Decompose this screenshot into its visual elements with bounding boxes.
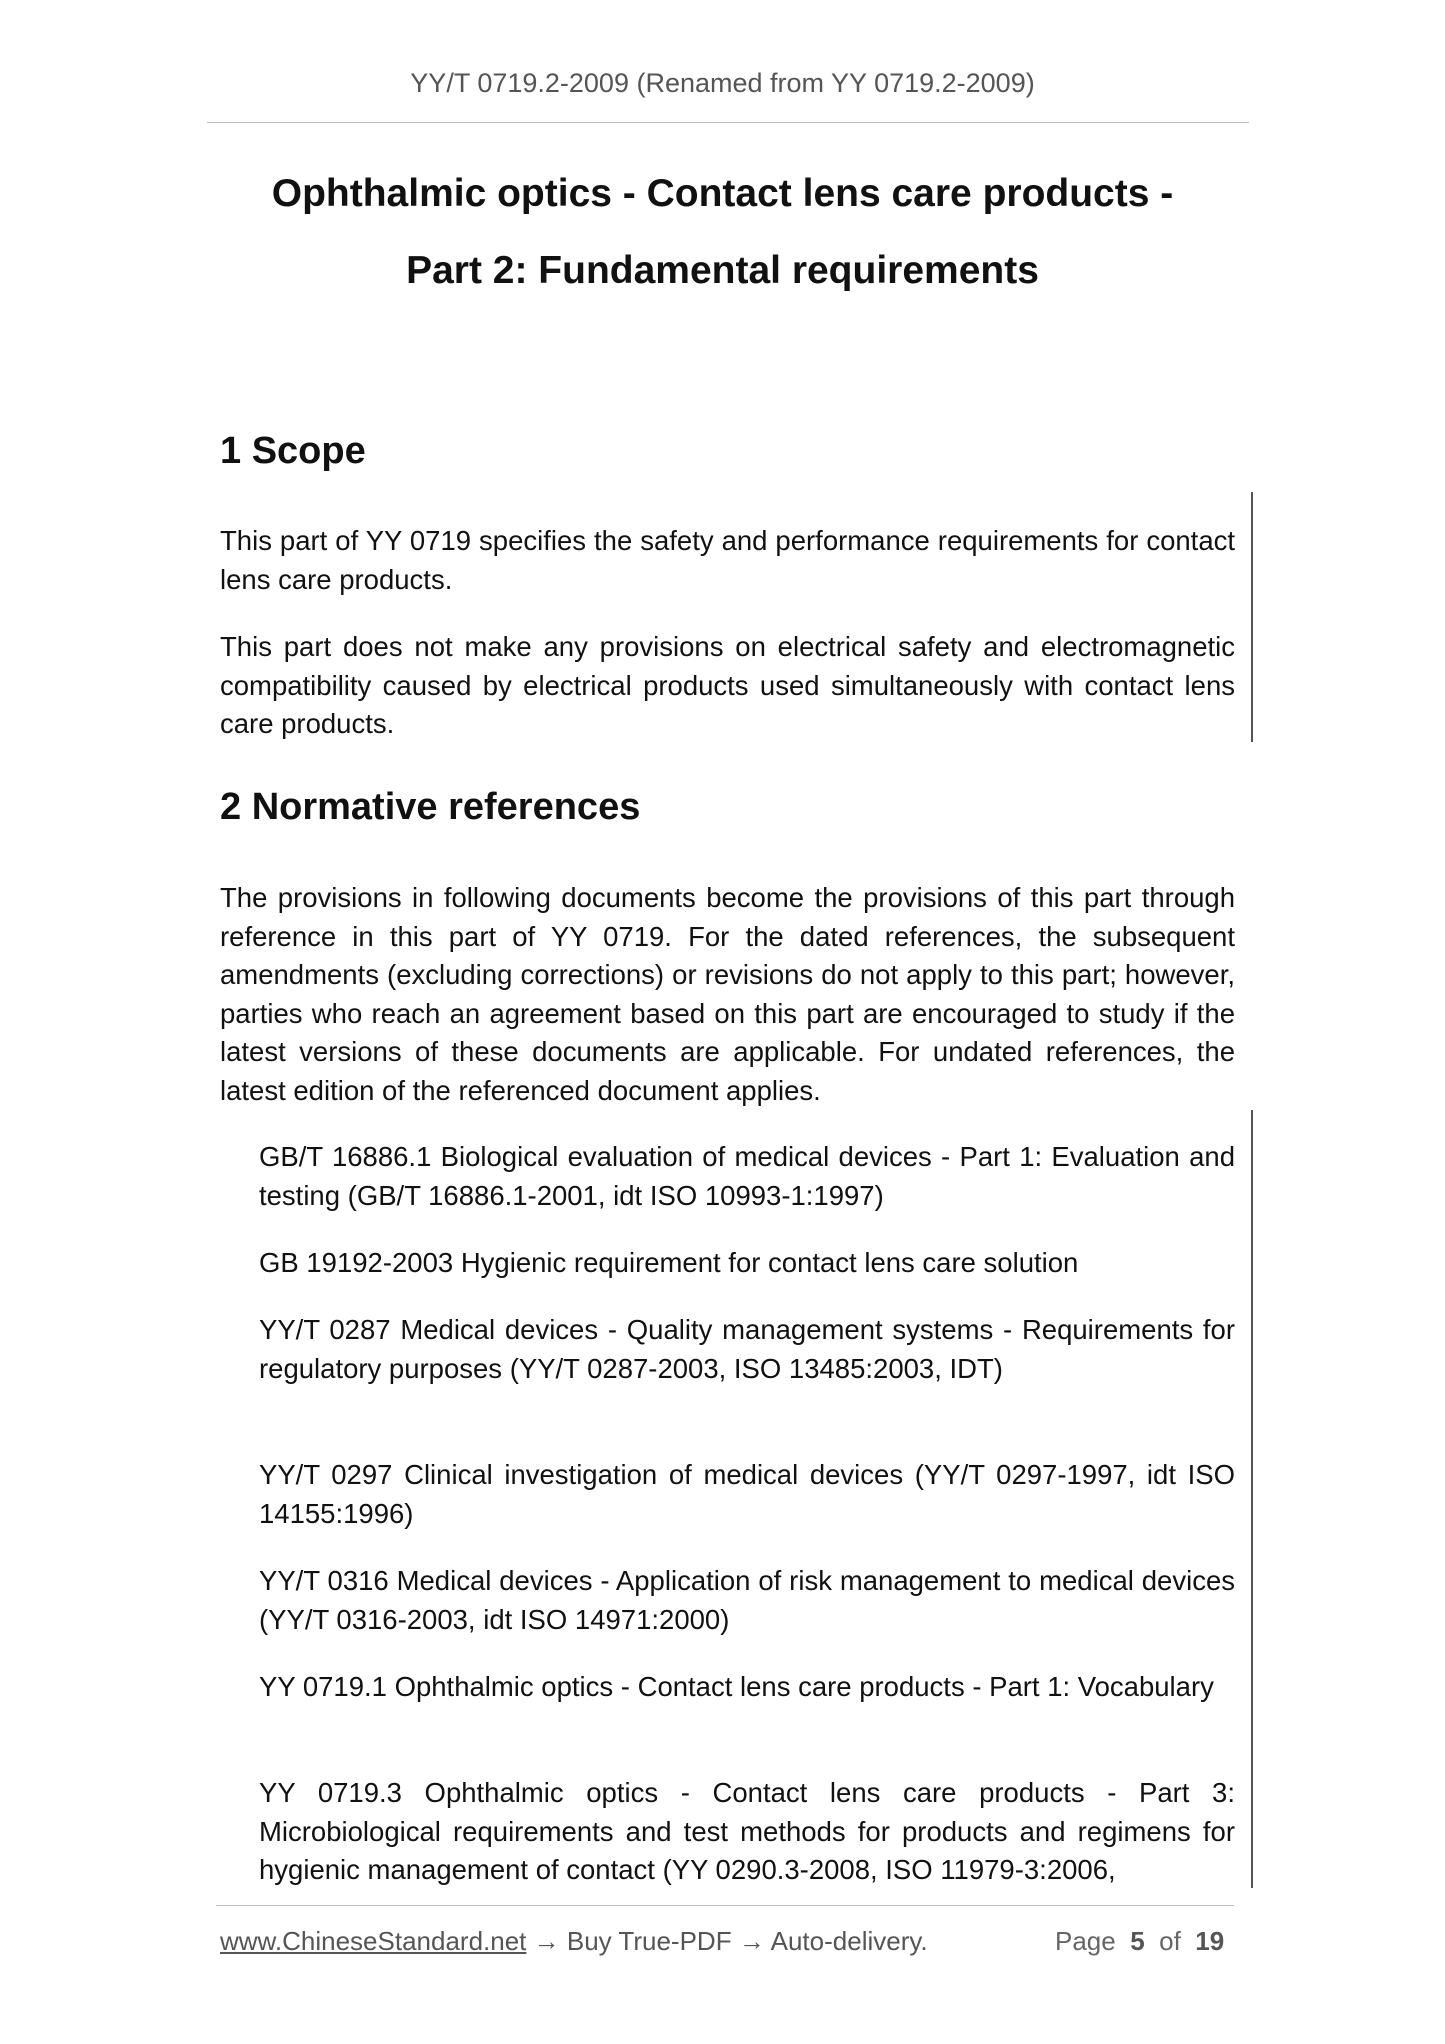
- reference-item: YY/T 0316 Medical devices - Application of risk management to medical devices (YY/T 0316-2003, idt ISO 14971:2000): [259, 1565, 1235, 1635]
- section-heading-scope: 1 Scope: [220, 430, 366, 472]
- reference-item: GB/T 16886.1 Biological evaluation of medical devices - Part 1: Evaluation and testing (GB/T 16886.1-2001, idt ISO 10993-1:1997): [259, 1141, 1235, 1211]
- current-page-number: 5: [1130, 1926, 1145, 1956]
- document-title-line2: Part 2: Fundamental requirements: [406, 249, 1039, 292]
- page-header: YY/T 0719.2-2009 (Renamed from YY 0719.2-2009): [410, 68, 1035, 98]
- reference-item: YY 0719.1 Ophthalmic optics - Contact lens care products - Part 1: Vocabulary: [259, 1671, 1214, 1702]
- scope-paragraph-2: This part does not make any provisions on electrical safety and electromagnetic compatibility caused by electrical products used simultaneously with contact lens care products.: [220, 631, 1235, 739]
- page-indicator: [1055, 1926, 1224, 1957]
- revision-change-bar: [1251, 492, 1253, 742]
- reference-item: YY/T 0297 Clinical investigation of medical devices (YY/T 0297-1997, idt ISO 14155:1996): [259, 1459, 1235, 1529]
- footer-promo: [220, 1926, 928, 1957]
- scope-paragraph-1: This part of YY 0719 specifies the safety and performance requirements for contact lens care products.: [220, 525, 1235, 595]
- of-label: of: [1159, 1926, 1181, 1956]
- total-page-count: 19: [1195, 1926, 1225, 1956]
- header-divider: [207, 122, 1249, 123]
- buy-pdf-text: Buy True-PDF: [566, 1926, 732, 1956]
- arrow-icon: →: [738, 1926, 765, 1956]
- reference-item: YY 0719.3 Ophthalmic optics - Contact lens care products - Part 3: Microbiological requirements and test methods for products and regimens for hygienic management of contact (YY 0290.3-2008, ISO 11979-3:2006,: [259, 1777, 1235, 1885]
- website-link[interactable]: www.ChineseStandard.net: [220, 1926, 527, 1956]
- revision-change-bar: [1251, 1110, 1253, 1888]
- arrow-icon: →: [533, 1926, 560, 1956]
- auto-delivery-text: Auto-delivery.: [770, 1926, 928, 1956]
- normative-intro-paragraph: The provisions in following documents become the provisions of this part through reference in this part of YY 0719. For the dated references, the subsequent amendments (excluding corrections) or revisions do not apply to this part; however, parties who reach an agreement based on this part are encouraged to study if the latest versions of these documents are applicable. For undated references, the latest edition of the referenced document applies.: [220, 882, 1235, 1106]
- reference-item: YY/T 0287 Medical devices - Quality management systems - Requirements for regulatory purposes (YY/T 0287-2003, ISO 13485:2003, IDT): [259, 1314, 1235, 1384]
- footer-divider: [216, 1905, 1234, 1906]
- document-title-line1: Ophthalmic optics - Contact lens care products -: [271, 172, 1174, 215]
- page-label: Page: [1055, 1926, 1116, 1956]
- section-heading-normative-references: 2 Normative references: [220, 786, 641, 828]
- reference-item: GB 19192-2003 Hygienic requirement for contact lens care solution: [259, 1247, 1079, 1278]
